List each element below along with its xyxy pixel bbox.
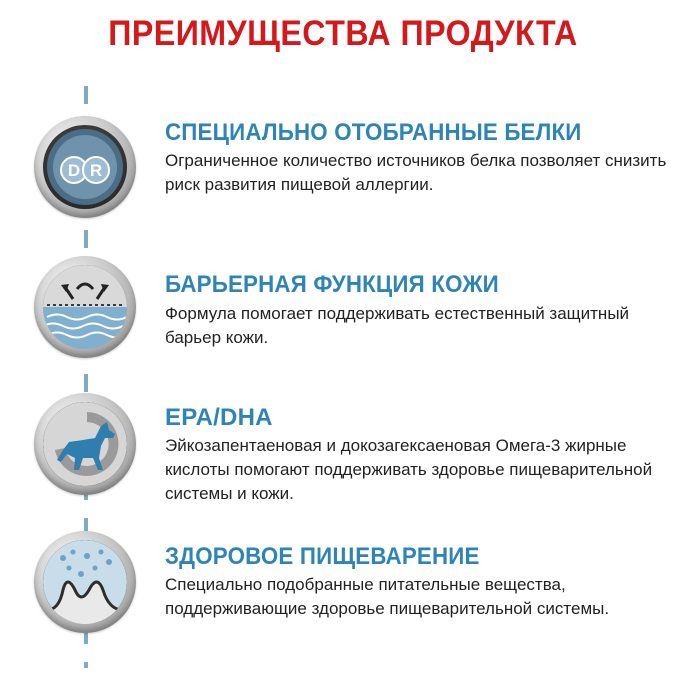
feature-badge: [34, 116, 136, 218]
feature-description: Эйкозапентаеновая и докозагексаеновая Омега-3 жирные кислоты помогают поддерживать здоровье пищеварительной системы и кожи.: [165, 436, 653, 503]
dr-icon-d: D: [67, 161, 81, 180]
feature-description: Специально подобранные питательные вещества, поддерживающие здоровье пищеварительной системы.: [165, 575, 610, 618]
feature-title: ЗДОРОВОЕ ПИЩЕВАРЕНИЕ: [165, 543, 480, 570]
dr-icon: [43, 125, 127, 209]
feature-badge: [34, 531, 136, 633]
skin-barrier-icon: [43, 265, 127, 349]
digestion-icon: [43, 540, 127, 624]
feature-description: Формула помогает поддерживать естественный защитный барьер кожи.: [165, 304, 630, 347]
feature-title: БАРЬЕРНАЯ ФУНКЦИЯ КОЖИ: [165, 271, 499, 298]
feature-title: СПЕЦИАЛЬНО ОТОБРАННЫЕ БЕЛКИ: [165, 119, 582, 146]
feature-title: EPA/DHA: [165, 404, 273, 431]
dog-icon: [43, 402, 127, 486]
page-title: ПРЕИМУЩЕСТВА ПРОДУКТА: [108, 14, 578, 53]
feature-badge: [34, 256, 136, 358]
feature-description: Ограниченное количество источников белка позволяет снизить риск развития пищевой аллергии.: [165, 151, 667, 194]
feature-badge: [34, 393, 136, 495]
dr-icon-r: R: [89, 161, 103, 180]
